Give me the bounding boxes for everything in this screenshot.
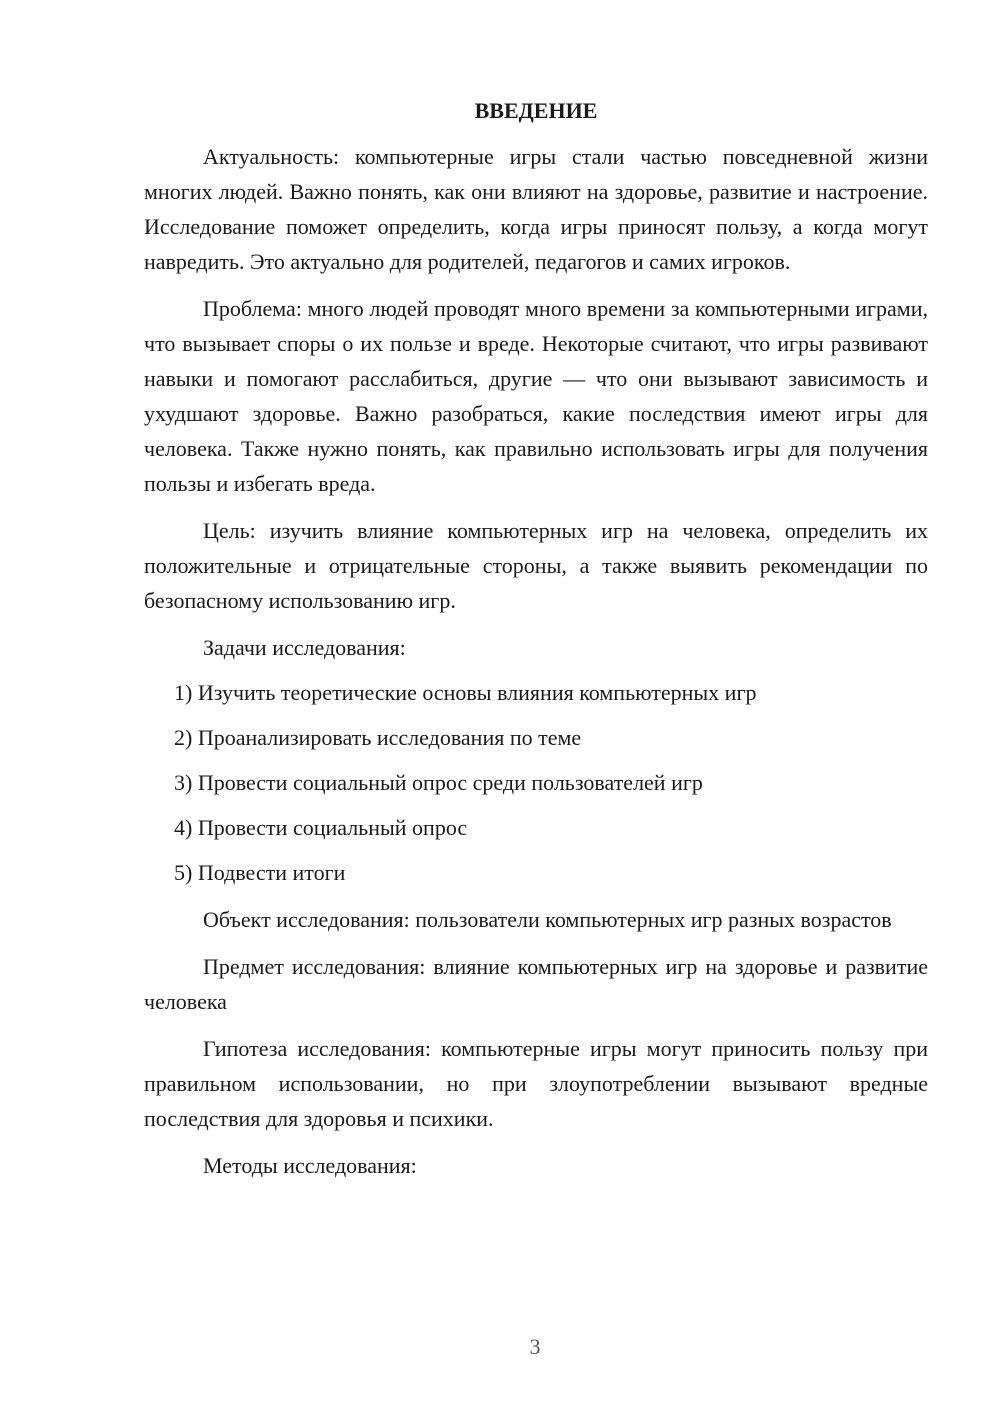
subject-paragraph: Предмет исследования: влияние компьютерных игр на здоровье и развитие человека bbox=[144, 954, 928, 1014]
goal-paragraph: Цель: изучить влияние компьютерных игр на человека, определить их положительные и отрицательные стороны, а также выявить рекомендации по безопасному использованию игр. bbox=[144, 518, 928, 613]
methods-heading: Методы исследования: bbox=[203, 1153, 417, 1178]
list-item: 5) Подвести итоги bbox=[174, 860, 346, 885]
tasks-heading: Задачи исследования: bbox=[203, 635, 406, 660]
hypothesis-paragraph: Гипотеза исследования: компьютерные игры могут приносить пользу при правильном использовании, но при злоупотреблении вызывают вредные последствия для здоровья и психики. bbox=[144, 1036, 928, 1131]
relevance-paragraph: Актуальность: компьютерные игры стали частью повседневной жизни многих людей. Важно понять, как они влияют на здоровье, развитие и настроение. Исследование поможет определить, когда игры приносят пользу, а когда могут навредить. Это актуально для родителей, педагогов и самих игроков. bbox=[144, 144, 928, 274]
page-number: 3 bbox=[529, 1334, 541, 1359]
list-item: 3) Провести социальный опрос среди пользователей игр bbox=[174, 770, 703, 795]
object-paragraph: Объект исследования: пользователи компьютерных игр разных возрастов bbox=[203, 907, 892, 932]
document-page bbox=[144, 95, 928, 1193]
list-item: 1) Изучить теоретические основы влияния компьютерных игр bbox=[174, 680, 757, 705]
list-item: 4) Провести социальный опрос bbox=[174, 815, 468, 840]
list-item: 2) Проанализировать исследования по теме bbox=[174, 725, 582, 750]
tasks-list bbox=[144, 675, 928, 890]
problem-paragraph: Проблема: много людей проводят много времени за компьютерными играми, что вызывает споры о их пользе и вреде. Некоторые считают, что игры развивают навыки и помогают расслабиться, другие — что они вызывают зависимость и ухудшают здоровье. Важно разобраться, какие последствия имеют игры для человека. Также нужно понять, как правильно использовать игры для получения пользы и избегать вреда. bbox=[144, 296, 928, 496]
section-title: ВВЕДЕНИЕ bbox=[474, 98, 598, 123]
